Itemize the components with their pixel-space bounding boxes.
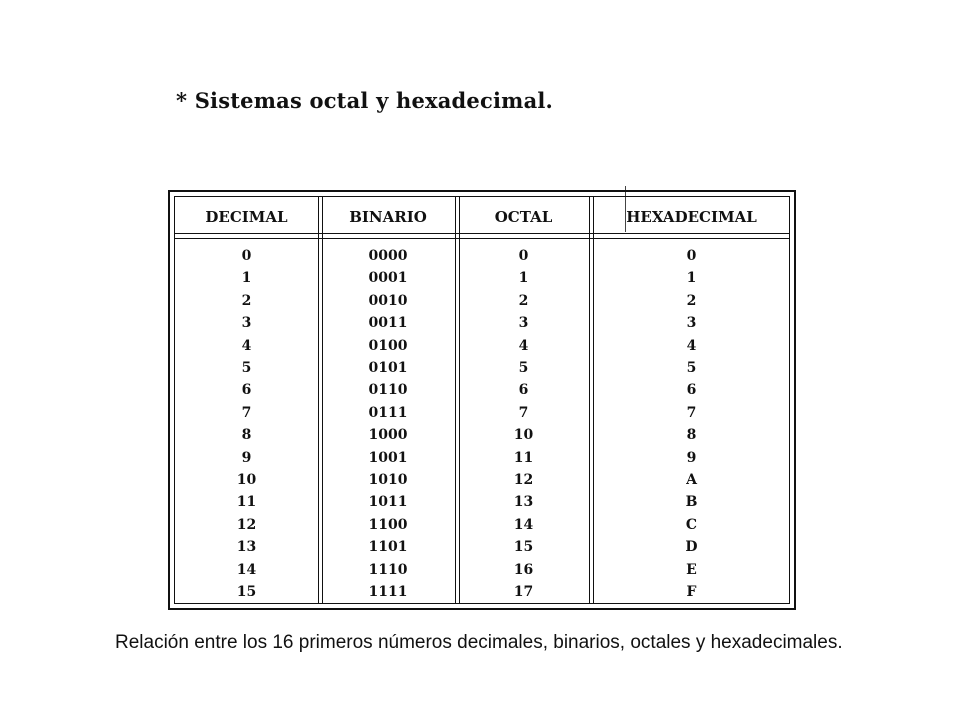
binario-cell: 1010 (368, 472, 408, 489)
octal-cell: 15 (513, 539, 534, 556)
hexadecimal-cell: 8 (686, 427, 697, 444)
hexadecimal-cell: 0 (686, 248, 697, 264)
decimal-cell: 13 (236, 539, 257, 556)
column-decimal (175, 245, 318, 604)
hexadecimal-cell: 7 (686, 404, 697, 421)
hexadecimal-cell: 5 (686, 360, 697, 377)
figure-caption: Relación entre los 16 primeros números decimales, binarios, octales y hexadecimales. (115, 632, 843, 653)
binario-cell: 0101 (368, 360, 408, 377)
binario-cell: 0110 (368, 382, 408, 399)
number-systems-table (168, 190, 796, 610)
binario-cell: 0100 (368, 337, 408, 354)
decimal-cell: 3 (241, 315, 252, 332)
octal-cell: 10 (513, 427, 534, 444)
octal-cell: 2 (518, 292, 529, 309)
decimal-cell: 0 (241, 248, 252, 264)
octal-cell: 16 (513, 561, 534, 578)
column-hexadecimal (592, 245, 791, 604)
decimal-cell: 5 (241, 360, 252, 377)
hexadecimal-cell: D (685, 539, 698, 556)
hexadecimal-cell: A (686, 472, 697, 489)
binario-cell: 1000 (368, 427, 408, 444)
table-inner-border (174, 196, 790, 604)
binario-cell: 1011 (368, 494, 408, 511)
header-octal: OCTAL (494, 208, 553, 226)
binario-cell: 0000 (368, 248, 408, 264)
decimal-cell: 8 (241, 427, 252, 444)
binario-cell: 1110 (368, 561, 408, 578)
hexadecimal-cell: 9 (686, 449, 697, 466)
hexadecimal-cell: 4 (686, 337, 697, 354)
octal-cell: 1 (518, 270, 529, 287)
octal-cell: 3 (518, 315, 529, 332)
decimal-cell: 1 (241, 270, 252, 287)
octal-cell: 11 (513, 449, 534, 466)
hexadecimal-cell: C (685, 516, 698, 533)
column-binario (321, 245, 455, 604)
decimal-cell: 11 (236, 494, 257, 511)
octal-cell: 7 (518, 404, 529, 421)
octal-cell: 14 (513, 516, 534, 533)
octal-cell: 0 (518, 248, 529, 264)
header-divider (175, 233, 789, 239)
binario-cell: 0111 (368, 404, 408, 421)
octal-cell: 4 (518, 337, 529, 354)
page-title: * Sistemas octal y hexadecimal. (176, 88, 554, 113)
hexadecimal-cell: 3 (686, 315, 697, 332)
decimal-cell: 6 (241, 382, 252, 399)
decimal-cell: 14 (236, 561, 257, 578)
decimal-cell: 7 (241, 404, 252, 421)
header-binario: BINARIO (349, 208, 427, 226)
binario-cell: 0010 (368, 292, 408, 309)
hexadecimal-cell: 2 (686, 292, 697, 309)
binario-cell: 0011 (368, 315, 408, 332)
header-hexadecimal: HEXADECIMAL (626, 208, 757, 226)
binario-cell: 1101 (368, 539, 408, 556)
decimal-cell: 10 (236, 472, 257, 489)
binario-cell: 0001 (368, 270, 408, 287)
hexadecimal-cell: 1 (686, 270, 697, 287)
octal-cell: 17 (513, 584, 534, 601)
decimal-cell: 2 (241, 292, 252, 309)
octal-cell: 12 (513, 472, 534, 489)
decimal-cell: 9 (241, 449, 252, 466)
hexadecimal-cell: B (685, 494, 698, 511)
column-octal (458, 245, 589, 604)
hexadecimal-cell: E (686, 561, 697, 578)
hexadecimal-cell: F (686, 584, 697, 601)
binario-cell: 1100 (368, 516, 408, 533)
octal-cell: 6 (518, 382, 529, 399)
binario-cell: 1111 (368, 584, 408, 601)
octal-cell: 13 (513, 494, 534, 511)
decimal-cell: 12 (236, 516, 257, 533)
hexadecimal-cell: 6 (686, 382, 697, 399)
binario-cell: 1001 (368, 449, 408, 466)
decimal-cell: 4 (241, 337, 252, 354)
decimal-cell: 15 (236, 584, 257, 601)
octal-cell: 5 (518, 360, 529, 377)
header-decimal: DECIMAL (205, 208, 288, 226)
